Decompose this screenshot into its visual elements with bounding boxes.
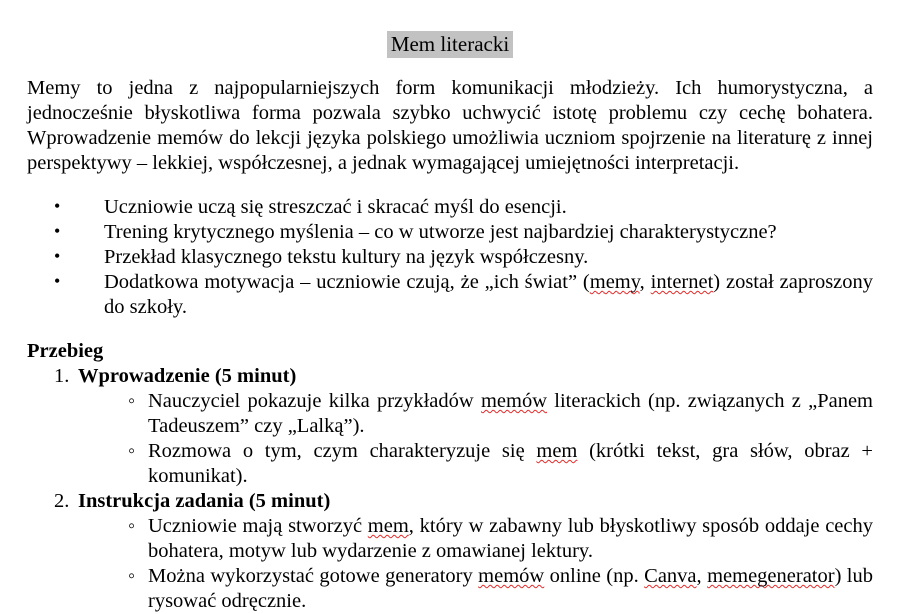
step-title: Instrukcja zadania (5 minut)	[78, 490, 331, 512]
list-item	[27, 195, 873, 220]
list-item	[27, 389, 873, 439]
text-run: ,	[696, 565, 708, 587]
text-run: Nauczyciel pokazuje kilka przykładów	[148, 390, 481, 412]
procedure-heading: Przebieg	[27, 340, 104, 362]
step-title: Wprowadzenie (5 minut)	[78, 365, 297, 387]
spellcheck-word: memów	[480, 390, 548, 412]
spellcheck-word: mem	[367, 515, 409, 537]
title-highlight	[387, 31, 513, 58]
list-item	[27, 564, 873, 614]
text-run: literackich (np. związanych z „Panem Tadeuszem” czy „Lalką”).	[148, 390, 873, 437]
benefit-text: Uczniowie uczą się streszczać i skracać myśl do esencji.	[104, 196, 567, 218]
list-item	[27, 439, 873, 489]
benefit-text: Trening krytycznego myślenia – co w utworze jest najbardziej charakterystyczne?	[104, 221, 777, 243]
title-word-mem: Mem	[390, 32, 436, 56]
benefit-text	[104, 271, 873, 318]
text-run: Dodatkowa motywacja – uczniowie czują, że „ich świat” (	[104, 271, 590, 293]
procedure-step	[27, 489, 873, 614]
step-detail-text	[148, 440, 873, 487]
step-detail-list	[27, 389, 873, 489]
spellcheck-word: internet	[650, 271, 714, 293]
list-item	[27, 270, 873, 320]
intro-text-part-2: do lekcji języka polskiego umożliwia uczniom spojrzenie na literaturę z innej perspektywy – lekkiej, współczesnej, a jednak wymagającej umiejętności interpretacji.	[27, 127, 873, 174]
intro-word-memow: memów	[157, 127, 224, 149]
spellcheck-word: Canva	[644, 565, 697, 587]
step-detail-text	[148, 515, 873, 562]
spellcheck-word: memów	[478, 565, 545, 587]
intro-text-part-1: to jedna z najpopularniejszych form komunikacji młodzieży. Ich humorystyczna, a jednocześnie błyskotliwa forma pozwala szybko uchwycić istotę problemu czy cechę bohatera. Wprowadzenie	[27, 77, 873, 149]
step-detail-text	[148, 565, 873, 612]
spellcheck-word: mem	[536, 440, 578, 462]
text-run: ,	[639, 271, 651, 293]
text-run: Można wykorzystać gotowe generatory	[148, 565, 479, 587]
intro-paragraph	[27, 57, 873, 176]
text-run: online (np.	[544, 565, 645, 587]
step-detail-text	[148, 390, 873, 437]
benefit-text: Przekład klasycznego tekstu kultury na język współczesny.	[104, 246, 589, 268]
text-run: Uczniowie mają stworzyć	[148, 515, 368, 537]
list-item	[27, 220, 873, 245]
procedure-step	[27, 364, 873, 489]
list-item	[27, 245, 873, 270]
spellcheck-word: memegenerator	[707, 565, 835, 587]
text-run: Rozmowa o tym, czym charakteryzuje się	[148, 440, 537, 462]
step-detail-list	[27, 514, 873, 614]
procedure-steps	[27, 364, 873, 614]
benefits-list	[27, 176, 873, 320]
step-number: 1.	[54, 365, 70, 387]
spellcheck-word: memy	[589, 271, 640, 293]
text-run: ) lub rysować odręcznie.	[148, 565, 873, 612]
text-run: ) został zaproszony do szkoły.	[104, 271, 874, 318]
text-run: (krótki tekst, gra słów, obraz + komunikat).	[148, 440, 873, 487]
intro-lead-word: Memy	[27, 77, 81, 99]
page-title	[27, 0, 873, 57]
step-number: 2.	[54, 490, 70, 512]
text-run: , który w zabawny lub błyskotliwy sposób oddaje cechy bohatera, motyw lub wydarzenie z omawianej lektury.	[148, 515, 873, 562]
title-word-literacki: literacki	[435, 32, 510, 56]
list-item	[27, 514, 873, 564]
